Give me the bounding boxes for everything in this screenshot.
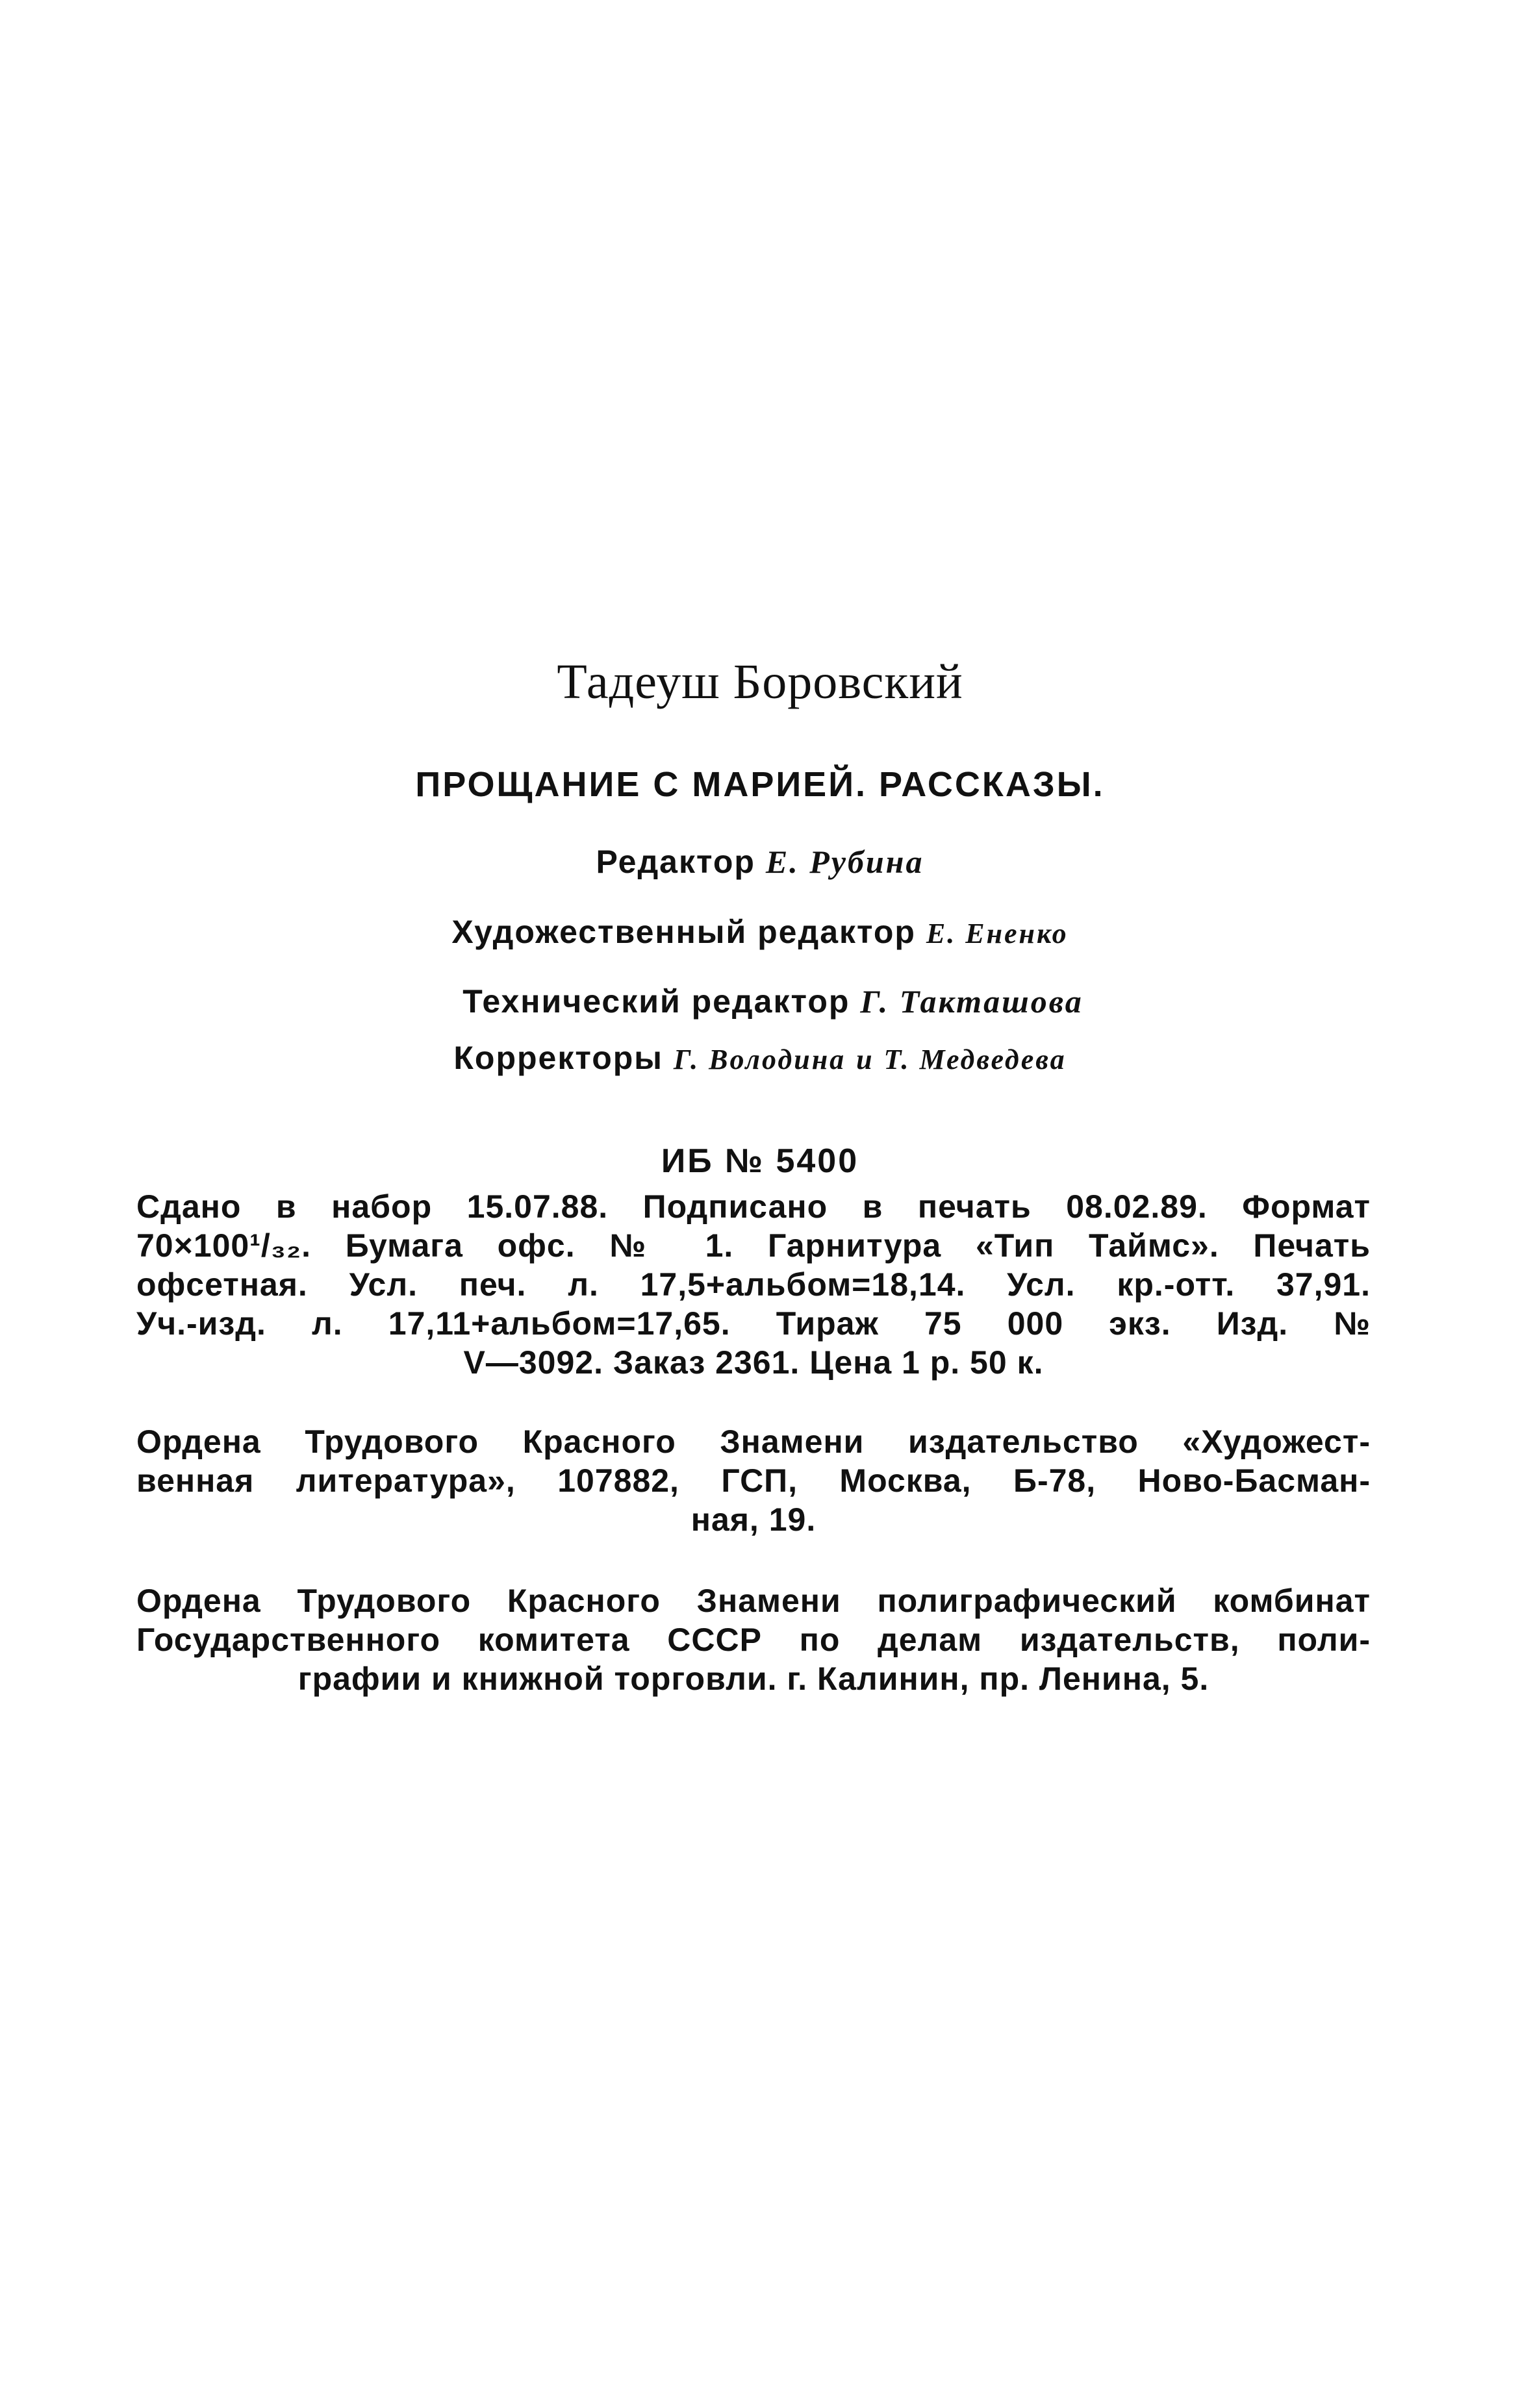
publisher-line: Ордена Трудового Красного Знамени издательство «Художест- <box>136 1423 1371 1460</box>
tech-editor-name: Г. Такташова <box>860 983 1083 1020</box>
print-info-line: офсетная. Усл. печ. л. 17,5+альбом=18,14. Усл. кр.-отт. 37,91. <box>136 1266 1371 1303</box>
publisher-line: венная литература», 107882, ГСП, Москва, Б-78, Ново-Басман- <box>136 1462 1371 1499</box>
credit-art-editor <box>0 908 1520 958</box>
editor-role: Редактор <box>596 844 755 880</box>
printer-line: графии и книжной торговли. г. Калинин, пр. Ленина, 5. <box>298 1661 1210 1697</box>
credit-editor <box>0 838 1520 886</box>
print-info-line: V—3092. Заказ 2361. Цена 1 р. 50 к. <box>463 1344 1044 1381</box>
ib-number: ИБ № 5400 <box>661 1142 859 1180</box>
proofreaders-role: Корректоры <box>453 1040 663 1076</box>
proofreader-2-name: Т. Медведева <box>883 1044 1067 1075</box>
print-info-line: 70×100¹/₃₂. Бумага офс. № 1. Гарнитура «Тип Таймс». Печать <box>136 1227 1371 1264</box>
publisher-line: ная, 19. <box>690 1501 817 1538</box>
printer-block <box>136 1581 1371 1698</box>
print-info-block <box>136 1187 1371 1382</box>
proofreaders-conjunction: и <box>856 1044 874 1075</box>
book-author: Тадеуш Боровский <box>557 655 963 709</box>
book-title: ПРОЩАНИЕ С МАРИЕЙ. РАССКАЗЫ. <box>415 765 1105 804</box>
print-info-line: Сдано в набор 15.07.88. Подписано в печать 08.02.89. Формат <box>136 1188 1371 1225</box>
print-info-line: Уч.-изд. л. 17,11+альбом=17,65. Тираж 75 000 экз. Изд. № <box>136 1305 1371 1342</box>
editor-name: Е. Рубина <box>765 844 924 880</box>
art-editor-role: Художественный редактор <box>451 914 916 950</box>
printer-line: Государственного комитета СССР по делам издательств, поли- <box>136 1622 1371 1658</box>
publisher-block <box>136 1422 1371 1539</box>
proofreader-1-name: Г. Володина <box>673 1044 846 1075</box>
tech-editor-role: Технический редактор <box>462 983 850 1020</box>
credit-tech-editor <box>0 977 1520 1025</box>
art-editor-name: Е. Ененко <box>926 918 1069 949</box>
printer-line: Ордена Трудового Красного Знамени полиграфический комбинат <box>136 1583 1371 1619</box>
credit-proofreaders <box>0 1034 1520 1084</box>
